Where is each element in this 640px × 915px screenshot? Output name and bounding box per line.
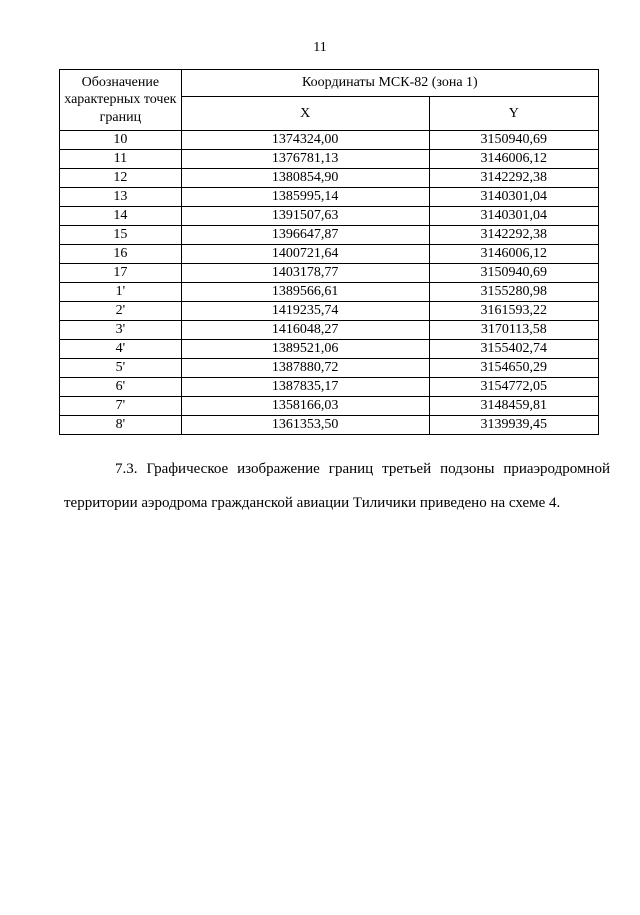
x-cell: 1419235,74 xyxy=(181,302,429,321)
point-cell: 2' xyxy=(60,302,182,321)
point-cell: 4' xyxy=(60,340,182,359)
y-cell: 3140301,04 xyxy=(429,207,598,226)
x-cell: 1389566,61 xyxy=(181,283,429,302)
point-cell: 17 xyxy=(60,264,182,283)
table-row xyxy=(60,340,599,359)
table-row xyxy=(60,207,599,226)
point-cell: 1' xyxy=(60,283,182,302)
y-cell: 3148459,81 xyxy=(429,397,598,416)
point-cell: 12 xyxy=(60,169,182,188)
table-row xyxy=(60,131,599,150)
x-cell: 1376781,13 xyxy=(181,150,429,169)
y-cell: 3146006,12 xyxy=(429,150,598,169)
header-coordinates: Координаты МСК-82 (зона 1) xyxy=(181,70,598,97)
point-cell: 8' xyxy=(60,416,182,435)
y-cell: 3161593,22 xyxy=(429,302,598,321)
x-cell: 1358166,03 xyxy=(181,397,429,416)
page-number: 11 xyxy=(313,40,327,55)
table-row xyxy=(60,264,599,283)
y-cell: 3154650,29 xyxy=(429,359,598,378)
x-cell: 1391507,63 xyxy=(181,207,429,226)
x-cell: 1403178,77 xyxy=(181,264,429,283)
y-cell: 3150940,69 xyxy=(429,264,598,283)
y-cell: 3142292,38 xyxy=(429,226,598,245)
point-cell: 6' xyxy=(60,378,182,397)
y-cell: 3146006,12 xyxy=(429,245,598,264)
header-x: X xyxy=(181,97,429,131)
coordinates-table xyxy=(59,69,599,435)
y-cell: 3170113,58 xyxy=(429,321,598,340)
table-row xyxy=(60,150,599,169)
table-row xyxy=(60,283,599,302)
table-row xyxy=(60,378,599,397)
table-row xyxy=(60,397,599,416)
x-cell: 1380854,90 xyxy=(181,169,429,188)
x-cell: 1361353,50 xyxy=(181,416,429,435)
point-cell: 5' xyxy=(60,359,182,378)
y-cell: 3155402,74 xyxy=(429,340,598,359)
table-row xyxy=(60,188,599,207)
table-row xyxy=(60,245,599,264)
y-cell: 3139939,45 xyxy=(429,416,598,435)
table-row xyxy=(60,226,599,245)
point-cell: 3' xyxy=(60,321,182,340)
x-cell: 1400721,64 xyxy=(181,245,429,264)
header-points: Обозначение характерных точек границ xyxy=(60,70,182,131)
point-cell: 13 xyxy=(60,188,182,207)
paragraph-7-3: 7.3. Графическое изображение границ третьей подзоны приаэродромной территории аэродрома гражданской авиации Тиличики приведено на схеме 4. xyxy=(64,461,610,511)
table-row xyxy=(60,359,599,378)
x-cell: 1416048,27 xyxy=(181,321,429,340)
x-cell: 1387880,72 xyxy=(181,359,429,378)
y-cell: 3140301,04 xyxy=(429,188,598,207)
table-row xyxy=(60,416,599,435)
x-cell: 1387835,17 xyxy=(181,378,429,397)
point-cell: 10 xyxy=(60,131,182,150)
y-cell: 3142292,38 xyxy=(429,169,598,188)
y-cell: 3150940,69 xyxy=(429,131,598,150)
point-cell: 16 xyxy=(60,245,182,264)
y-cell: 3155280,98 xyxy=(429,283,598,302)
point-cell: 7' xyxy=(60,397,182,416)
y-cell: 3154772,05 xyxy=(429,378,598,397)
x-cell: 1385995,14 xyxy=(181,188,429,207)
x-cell: 1396647,87 xyxy=(181,226,429,245)
table-row xyxy=(60,169,599,188)
x-cell: 1389521,06 xyxy=(181,340,429,359)
table-row xyxy=(60,321,599,340)
table-body xyxy=(60,131,599,435)
point-cell: 14 xyxy=(60,207,182,226)
point-cell: 15 xyxy=(60,226,182,245)
point-cell: 11 xyxy=(60,150,182,169)
header-y: Y xyxy=(429,97,598,131)
table-row xyxy=(60,302,599,321)
x-cell: 1374324,00 xyxy=(181,131,429,150)
